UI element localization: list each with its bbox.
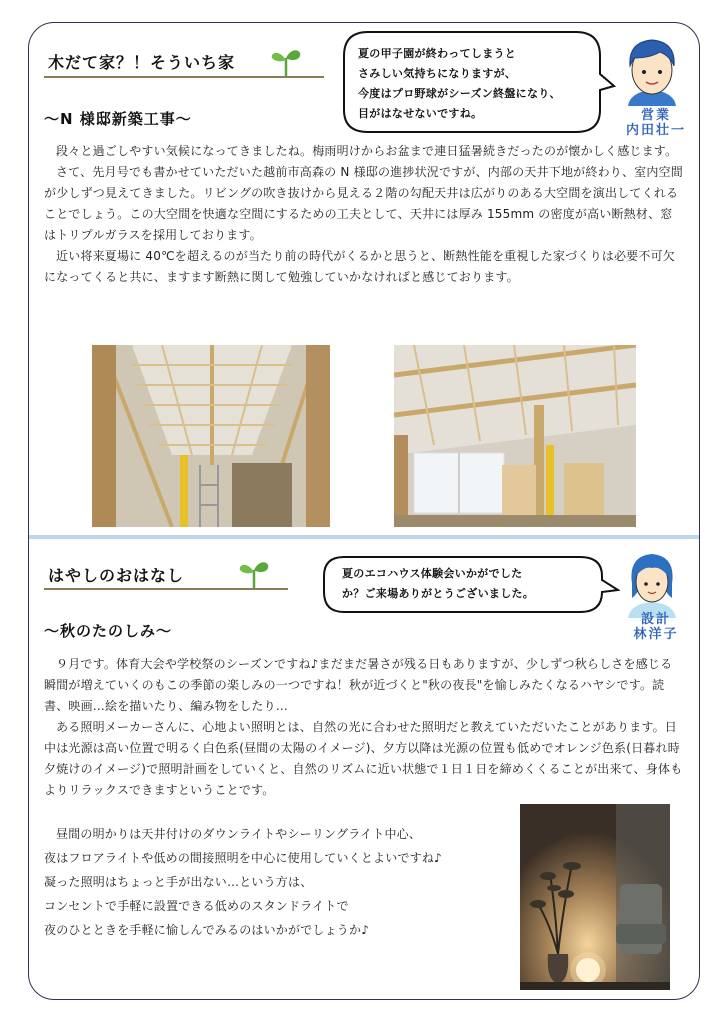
person-label xyxy=(616,108,696,138)
person-label xyxy=(616,612,696,642)
paragraph: 凝った照明はちょっと手が出ない…という方は、 xyxy=(44,875,313,889)
section2-title: はやしのおはなし xyxy=(48,566,185,585)
bubble-line: さみしい気持ちになりますが、 xyxy=(358,67,517,80)
person-name: 内田壮一 xyxy=(625,123,686,138)
section1-subtitle: ～N 様邸新築工事～ xyxy=(44,110,192,128)
speech-bubble-text xyxy=(358,44,561,124)
section-separator xyxy=(29,535,699,539)
male-avatar-icon xyxy=(620,34,684,110)
paragraph: ある照明メーカーさんに、心地よい照明とは、自然の光に合わせた照明だと教えていただいたことがあります。日中は光源は高い位置で明るく白色系(昼間の太陽のイメージ)、夕方以降は光源の位置も低めでオレンジ色系(日暮れ時夕焼けのイメージ)で照明計画をしていくと、自然のリズムに近い状態で１日１日を締めくくることが出来て、身体もよりリラックスできますということです。 xyxy=(44,720,683,797)
bubble-line: 今度はプロ野球がシーズン終盤になり、 xyxy=(358,87,561,100)
section1-title: 木だて家？！そういち家 xyxy=(48,53,236,72)
paragraph: 近い将来夏場に 40℃を超えるのが当たり前の時代がくるかと思うと、断熱性能を重視した家づくりは必要不可欠になってくると共に、ますます断熱に関して勉強していかなければと感じております。 xyxy=(44,249,675,284)
bubble-line: か？ご来場ありがとうございました。 xyxy=(342,587,535,600)
section2-body xyxy=(44,654,684,801)
bubble-line: 夏の甲子園が終わってしまうと xyxy=(358,47,517,60)
sprout-icon xyxy=(236,556,272,590)
role-label: 営業 xyxy=(640,108,671,123)
paragraph: 昼間の明かりは天井付けのダウンライトやシーリングライト中心、 xyxy=(56,827,422,841)
bubble-line: 夏のエコハウス体験会いかがでした xyxy=(342,567,523,580)
paragraph: 夜のひとときを手軽に愉しんでみるのはいかがでしょうか♪ xyxy=(44,923,370,937)
paragraph: コンセントで手軽に設置できる低めのスタンドライトで xyxy=(44,899,349,913)
sprout-icon xyxy=(268,44,304,78)
paragraph: 夜はフロアライトや低めの間接照明を中心に使用していくとよいですね♪ xyxy=(44,851,442,865)
ceiling-photo-2 xyxy=(394,345,636,527)
lamp-photo xyxy=(520,804,670,990)
ceiling-photo-1 xyxy=(92,345,330,527)
person-name: 林洋子 xyxy=(633,627,679,642)
section2-short-lines xyxy=(44,822,514,942)
paragraph: ９月です。体育大会や学校祭のシーズンですね♪まだまだ暑さが残る日もありますが、少しずつ秋らしさを感じる瞬間が増えていくのもこの季節の楽しみの一つですね！秋が近づくと"秋の夜長"を愉しみたくなるハヤシです。読書、映画…絵を描いたり、編み物をしたり… xyxy=(44,657,673,713)
role-label: 設計 xyxy=(640,612,671,627)
section2-subtitle: ～秋のたのしみ～ xyxy=(44,622,173,640)
female-avatar-icon xyxy=(620,548,684,620)
bubble-line: 目がはなせないですね。 xyxy=(358,107,483,120)
speech-bubble-text xyxy=(342,564,534,604)
section1-body xyxy=(44,141,684,288)
paragraph: 段々と過ごしやすい気候になってきましたね。梅雨明けからお盆まで連日猛暑続きだったのが懐かしく感じます。 xyxy=(56,144,678,158)
paragraph: さて、先月号でも書かせていただいた越前市高森の N 様邸の進捗状況ですが、内部の天井下地が終わり、室内空間が少しずつ見えてきました。リビングの吹き抜けから見える２階の勾配天井は広がりのある大空間を演出してくれることでしょう。この大空間を快適な空間にするための工夫として、天井には厚み 155mm の密度が高い断熱材、窓はトリプルガラスを採用しております。 xyxy=(44,165,683,242)
